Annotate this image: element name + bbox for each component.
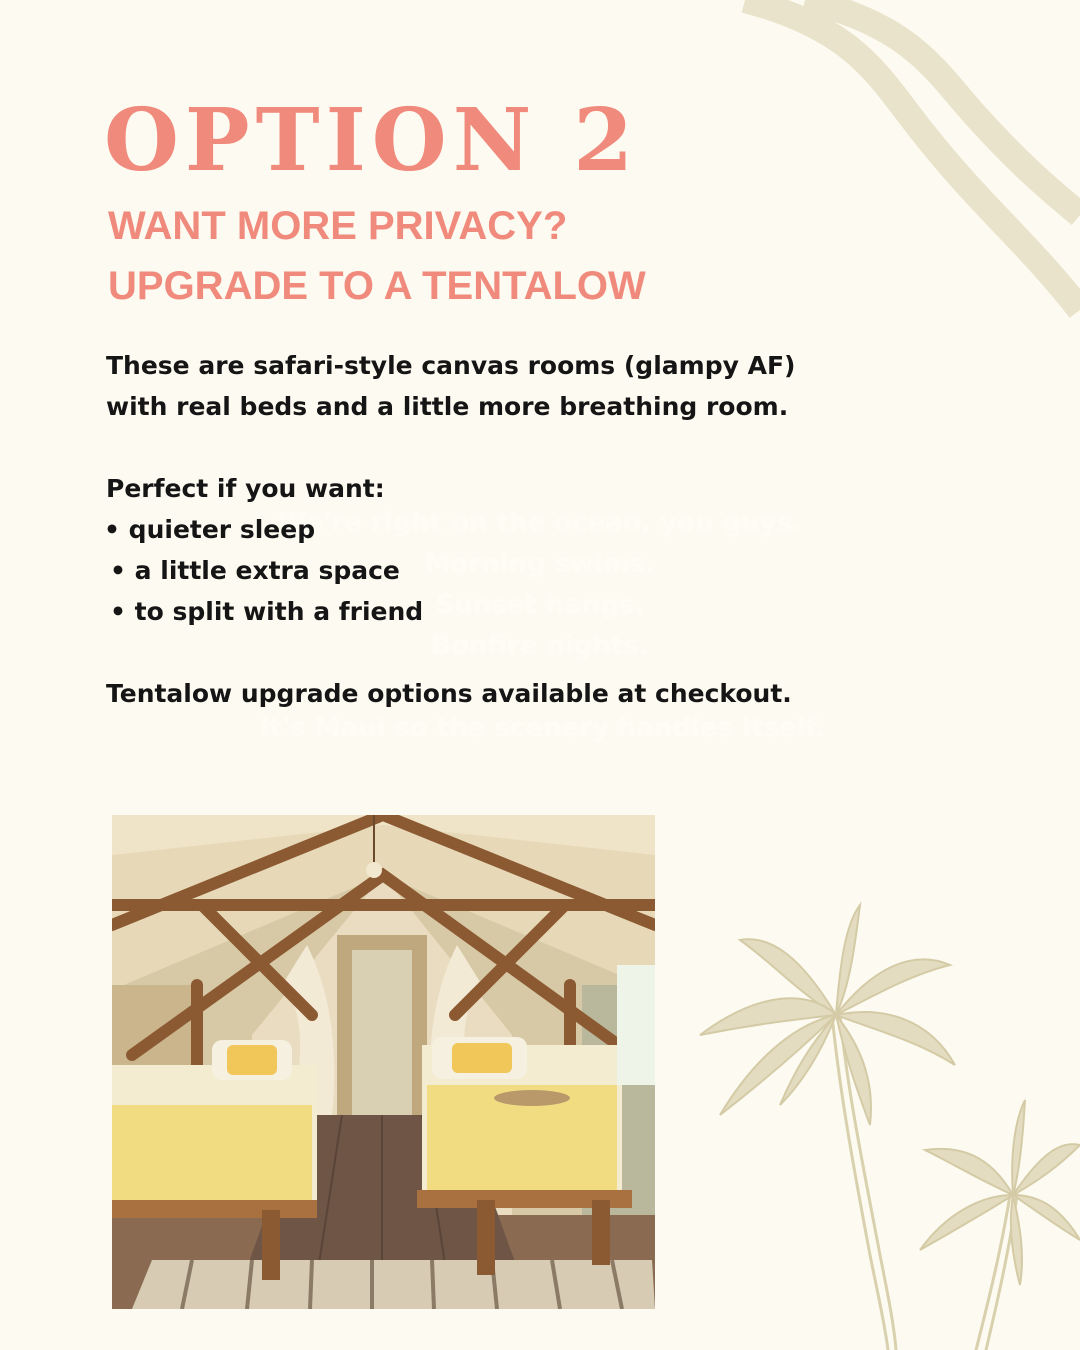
bullet-item: • to split with a friend (110, 597, 424, 626)
intro-paragraph (106, 345, 795, 427)
subtitle-line-2: UPGRADE TO A TENTALOW (108, 264, 646, 308)
checkout-note: Tentalow upgrade options available at checkout. (106, 679, 792, 708)
perfect-heading: Perfect if you want: (106, 474, 385, 503)
ghost-line-5: It's Maui so the scenery handles itself. (260, 713, 826, 743)
intro-line-1: These are safari-style canvas rooms (glampy AF) (106, 351, 796, 380)
bullet-item: • quieter sleep (104, 515, 316, 544)
bullet-item: • a little extra space (110, 556, 400, 585)
ghost-line-3: Sunset hangs. (435, 590, 645, 620)
ghost-line-1: We're right on the ocean, you guys. (278, 508, 802, 538)
ghost-line-4: Bonfire nights. (431, 631, 649, 661)
subtitle-line-1: WANT MORE PRIVACY? (108, 204, 568, 248)
ghost-line-2: Morning swims. (424, 549, 656, 579)
page-subtitle (108, 196, 646, 316)
intro-line-2: with real beds and a little more breathing room. (106, 392, 789, 421)
palm-tree-illustration (690, 895, 1080, 1350)
tent-interior-photo (112, 815, 655, 1309)
page-title: OPTION 2 (104, 90, 640, 191)
